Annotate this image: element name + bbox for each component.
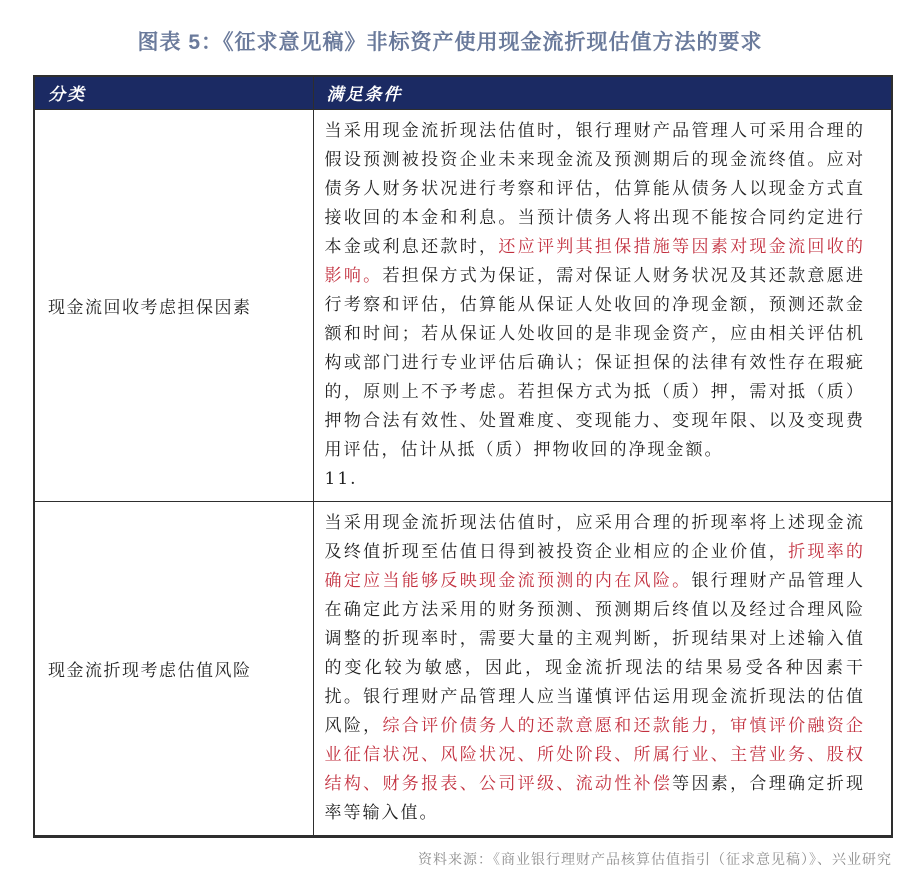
- condition-text: 银行理财产品管理人在确定此方法采用的财务预测、预测期后终值以及经过合理风险调整的折现率时，需要大量的主观判断，折现结果对上述输入值的变化较为敏感，因此，现金流折现法的结果易受各种因素干扰。银行理财产品管理人应当谨慎评估运用现金流折现法的估值风险，: [324, 570, 866, 736]
- condition-text: 当采用现金流折现法估值时，应采用合理的折现率将上述现金流及终值折现至估值日得到被投资企业相应的企业价值，: [324, 512, 865, 562]
- requirements-table: [33, 75, 893, 838]
- condition-text: 若担保方式为保证，需对保证人财务状况及其还款意愿进行考察和评估，估算能从保证人处收回的净现金额，预测还款金额和时间；若从保证人处收回的是非现金资产，应由相关评估机构或部门进行专业评估后确认；保证担保的法律有效性存在瑕疵的，原则上不予考虑。若担保方式为抵（质）押，需对抵（质）押物合法有效性、处置难度、变现能力、变现年限、以及变现费用评估，估计从抵（质）押物收回的净现金额。: [324, 265, 866, 460]
- header-row: [34, 76, 892, 109]
- table-body: [34, 109, 892, 836]
- table-header: [34, 76, 892, 109]
- condition-text-highlight: 还应评判其担保措施等因素对现金流回收的影响。: [324, 236, 866, 286]
- category-cell: 现金流折现考虑估值风险: [34, 501, 313, 836]
- condition-text: 当采用现金流折现法估值时，银行理财产品管理人可采用合理的假设预测被投资企业未来现金流及预测期后的现金流终值。应对债务人财务状况进行考察和评估，估算能从债务人以现金方式直接收回的本金和利息。当预计债务人将出现不能按合同约定进行本金或利息还款时，: [324, 120, 865, 257]
- condition-cell: [313, 501, 892, 836]
- column-header-category: 分类: [34, 76, 313, 109]
- source-note: 资料来源：《商业银行理财产品核算估值指引（征求意见稿）》、兴业研究: [418, 850, 892, 867]
- condition-text-highlight: 折现率的确定应当能够反映现金流预测的内在风险。: [324, 541, 866, 591]
- condition-text: 等因素，合理确定折现率等输入值。: [324, 773, 866, 823]
- table-row: [34, 109, 892, 501]
- condition-text: 11.: [324, 468, 358, 489]
- column-header-condition: 满足条件: [313, 76, 892, 109]
- category-cell: 现金流回收考虑担保因素: [34, 109, 313, 501]
- table-row: [34, 501, 892, 836]
- figure-title: 图表 5：《征求意见稿》非标资产使用现金流折现估值方法的要求: [137, 31, 763, 54]
- condition-text-highlight: 综合评价债务人的还款意愿和还款能力，审慎评价融资企业征信状况、风险状况、所处阶段、所属行业、主营业务、股权结构、财务报表、公司评级、流动性补偿: [324, 715, 866, 794]
- condition-cell: [313, 109, 892, 501]
